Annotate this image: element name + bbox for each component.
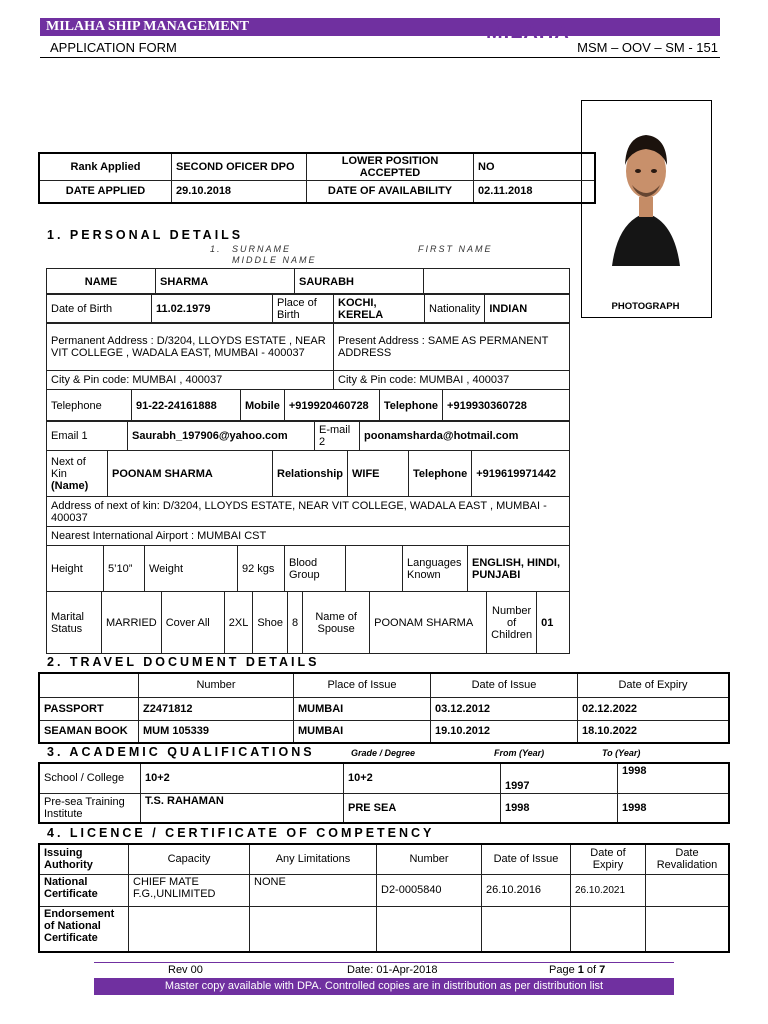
licence-header: Date of Issue bbox=[482, 844, 571, 874]
licence-cell bbox=[250, 906, 377, 952]
licence-header: Date of Expiry bbox=[571, 844, 646, 874]
licence-header: Any Limitations bbox=[250, 844, 377, 874]
photo-label: PHOTOGRAPH bbox=[611, 301, 680, 312]
academic-cell: 10+2 bbox=[344, 763, 501, 793]
next-of-kin-label-text: Next of Kin bbox=[51, 455, 86, 480]
personal-name-row bbox=[46, 268, 570, 295]
coverall-value: 2XL bbox=[224, 592, 253, 654]
marital-status-value: MARRIED bbox=[102, 592, 162, 654]
present-city: City & Pin code: MUMBAI , 400037 bbox=[334, 371, 570, 390]
spouse-label: Name of Spouse bbox=[303, 592, 370, 654]
grade-column-label: Grade / Degree bbox=[351, 748, 416, 758]
height-label: Height bbox=[47, 546, 104, 592]
footer-divider bbox=[94, 962, 674, 963]
spouse-value: POONAM SHARMA bbox=[370, 592, 487, 654]
page-of: of bbox=[583, 964, 600, 976]
name-hint-surname: SURNAME bbox=[232, 244, 292, 254]
telephone-value: 91-22-24161888 bbox=[132, 390, 241, 422]
nationality-label: Nationality bbox=[425, 294, 485, 324]
kin-telephone-label: Telephone bbox=[409, 451, 472, 497]
next-of-kin-name: POONAM SHARMA bbox=[108, 451, 273, 497]
travel-table bbox=[38, 672, 730, 744]
travel-header: Place of Issue bbox=[294, 673, 431, 697]
application-summary-table bbox=[38, 152, 596, 204]
licence-cell: National Certificate bbox=[39, 874, 129, 906]
children-value: 01 bbox=[537, 592, 570, 654]
licence-header: Number bbox=[377, 844, 482, 874]
travel-cell: 02.12.2022 bbox=[578, 697, 730, 720]
permanent-address: Permanent Address : D/3204, LLOYDS ESTATE , NEAR VIT COLLEGE , WADALA EAST, MUMBAI - 400037 bbox=[47, 323, 334, 371]
present-address: Present Address : SAME AS PERMANENT ADDRESS bbox=[334, 323, 570, 371]
email1-label: Email 1 bbox=[47, 421, 128, 451]
languages-value: ENGLISH, HINDI, PUNJABI bbox=[468, 546, 570, 592]
availability-value: 02.11.2018 bbox=[474, 181, 596, 203]
table-row bbox=[39, 720, 729, 743]
email2-label: E-mail 2 bbox=[315, 421, 360, 451]
relationship-value: WIFE bbox=[348, 451, 409, 497]
name-hint-middle: MIDDLE NAME bbox=[232, 255, 317, 265]
academic-cell: 1998 bbox=[501, 793, 618, 823]
travel-heading: 2. TRAVEL DOCUMENT DETAILS bbox=[47, 655, 320, 669]
mobile-value: +919920460728 bbox=[284, 390, 379, 422]
telephone2-value: +919930360728 bbox=[443, 390, 570, 422]
applicant-photo bbox=[582, 101, 711, 317]
blood-group-label: Blood Group bbox=[285, 546, 346, 592]
telephone2-label: Telephone bbox=[379, 390, 442, 422]
nearest-airport: Nearest International Airport : MUMBAI CST bbox=[47, 527, 570, 546]
licence-cell: 26.10.2016 bbox=[482, 874, 571, 906]
table-row bbox=[39, 697, 729, 720]
travel-cell: MUM 105339 bbox=[139, 720, 294, 743]
travel-header: Number bbox=[139, 673, 294, 697]
licence-cell bbox=[646, 906, 730, 952]
form-title: APPLICATION FORM bbox=[50, 40, 177, 55]
pob-label: Place of Birth bbox=[273, 294, 334, 324]
from-column-label: From (Year) bbox=[494, 748, 545, 758]
height-value: 5’10” bbox=[104, 546, 145, 592]
mobile-label: Mobile bbox=[241, 390, 285, 422]
next-of-kin-label-name: (Name) bbox=[51, 479, 89, 492]
rank-value: SECOND OFICER DPO bbox=[172, 153, 307, 181]
travel-cell: Z2471812 bbox=[139, 697, 294, 720]
permanent-city: City & Pin code: MUMBAI , 400037 bbox=[47, 371, 334, 390]
academic-cell: T.S. RAHAMAN bbox=[141, 793, 344, 823]
academic-cell: 10+2 bbox=[141, 763, 344, 793]
name-label: NAME bbox=[47, 269, 156, 295]
personal-dob-row bbox=[46, 293, 570, 324]
shoe-value: 8 bbox=[288, 592, 303, 654]
dob-value: 11.02.1979 bbox=[152, 294, 273, 324]
email2-value: poonamsharda@hotmail.com bbox=[360, 421, 570, 451]
travel-header: Date of Issue bbox=[431, 673, 578, 697]
date-applied-label: DATE APPLIED bbox=[39, 181, 172, 203]
form-code: MSM – OOV – SM - 151 bbox=[577, 40, 718, 55]
licence-cell bbox=[646, 874, 730, 906]
first-name-value: SAURABH bbox=[295, 269, 424, 295]
personal-marital-row bbox=[46, 591, 570, 654]
academic-heading: 3. ACADEMIC QUALIFICATIONS bbox=[47, 745, 315, 759]
academic-cell: 1998 bbox=[618, 763, 730, 793]
table-row bbox=[39, 874, 729, 906]
licence-cell: CHIEF MATE F.G.,UNLIMITED bbox=[129, 874, 250, 906]
lower-position-value: NO bbox=[474, 153, 596, 181]
licence-header: Capacity bbox=[129, 844, 250, 874]
table-row bbox=[39, 906, 729, 952]
travel-cell: 18.10.2022 bbox=[578, 720, 730, 743]
next-of-kin-label bbox=[47, 451, 108, 497]
travel-header bbox=[39, 673, 139, 697]
licence-table bbox=[38, 843, 730, 953]
photo-box bbox=[581, 100, 712, 318]
weight-value: 92 kgs bbox=[238, 546, 285, 592]
licence-cell: 26.10.2021 bbox=[571, 874, 646, 906]
coverall-label: Cover All bbox=[161, 592, 224, 654]
licence-cell: Endorsement of National Certificate bbox=[39, 906, 129, 952]
pob-value: KOCHI, KERELA bbox=[334, 294, 425, 324]
table-row bbox=[39, 793, 729, 823]
licence-cell bbox=[377, 906, 482, 952]
languages-label: Languages Known bbox=[403, 546, 468, 592]
personal-body-row bbox=[46, 545, 570, 592]
travel-cell: MUMBAI bbox=[294, 697, 431, 720]
weight-label: Weight bbox=[145, 546, 238, 592]
academic-cell: Pre-sea Training Institute bbox=[39, 793, 141, 823]
telephone-label: Telephone bbox=[47, 390, 132, 422]
travel-header: Date of Expiry bbox=[578, 673, 730, 697]
footer-note: Master copy available with DPA. Controlled copies are in distribution as per distribution list bbox=[94, 978, 674, 995]
company-logo: MILAHA bbox=[486, 21, 570, 43]
footer-revision: Rev 00 bbox=[168, 964, 203, 976]
academic-cell: 1998 bbox=[618, 793, 730, 823]
personal-address-row bbox=[46, 322, 570, 390]
nationality-value: INDIAN bbox=[485, 294, 570, 324]
children-label: Number of Children bbox=[487, 592, 537, 654]
footer-date: Date: 01-Apr-2018 bbox=[347, 964, 438, 976]
name-hint-number: 1. bbox=[210, 244, 222, 254]
shoe-label: Shoe bbox=[253, 592, 288, 654]
lower-position-label: LOWER POSITION ACCEPTED bbox=[307, 153, 474, 181]
blood-group-value bbox=[346, 546, 403, 592]
academic-cell: School / College bbox=[39, 763, 141, 793]
licence-cell bbox=[129, 906, 250, 952]
email1-value: Saurabh_197906@yahoo.com bbox=[128, 421, 315, 451]
company-name: MILAHA SHIP MANAGEMENT bbox=[46, 19, 250, 34]
name-hint-first: FIRST NAME bbox=[418, 244, 493, 254]
travel-cell: SEAMAN BOOK bbox=[39, 720, 139, 743]
travel-cell: PASSPORT bbox=[39, 697, 139, 720]
academic-cell: 1997 bbox=[501, 763, 618, 793]
licence-heading: 4. LICENCE / CERTIFICATE OF COMPETENCY bbox=[47, 826, 435, 840]
middle-name-value bbox=[424, 269, 570, 295]
kin-telephone-value: +919619971442 bbox=[472, 451, 570, 497]
travel-cell: 03.12.2012 bbox=[431, 697, 578, 720]
footer-page bbox=[549, 964, 605, 976]
academic-cell: PRE SEA bbox=[344, 793, 501, 823]
personal-email-row bbox=[46, 420, 570, 451]
personal-details-heading: 1. PERSONAL DETAILS bbox=[47, 228, 244, 242]
page-number: 1 bbox=[577, 964, 584, 976]
travel-cell: MUMBAI bbox=[294, 720, 431, 743]
personal-phone-row bbox=[46, 389, 570, 422]
licence-header: Issuing Authority bbox=[39, 844, 129, 874]
licence-cell: D2-0005840 bbox=[377, 874, 482, 906]
dob-label: Date of Birth bbox=[47, 294, 152, 324]
page-prefix: Page bbox=[549, 964, 578, 976]
licence-header: Date Revalidation bbox=[646, 844, 730, 874]
rank-label: Rank Applied bbox=[39, 153, 172, 181]
travel-cell: 19.10.2012 bbox=[431, 720, 578, 743]
kin-address: Address of next of kin: D/3204, LLOYDS ESTATE, NEAR VIT COLLEGE, WADALA EAST , MUMBAI - 400037 bbox=[47, 497, 570, 527]
personal-kin-row bbox=[46, 450, 570, 546]
date-applied-value: 29.10.2018 bbox=[172, 181, 307, 203]
marital-status-label: Marital Status bbox=[47, 592, 102, 654]
licence-cell bbox=[482, 906, 571, 952]
to-column-label: To (Year) bbox=[602, 748, 641, 758]
table-row bbox=[39, 763, 729, 793]
licence-cell: NONE bbox=[250, 874, 377, 906]
relationship-label: Relationship bbox=[273, 451, 348, 497]
page-total: 7 bbox=[599, 964, 606, 976]
academic-table bbox=[38, 762, 730, 824]
availability-label: DATE OF AVAILABILITY bbox=[307, 181, 474, 203]
surname-value: SHARMA bbox=[156, 269, 295, 295]
licence-cell bbox=[571, 906, 646, 952]
header-divider bbox=[40, 57, 720, 58]
